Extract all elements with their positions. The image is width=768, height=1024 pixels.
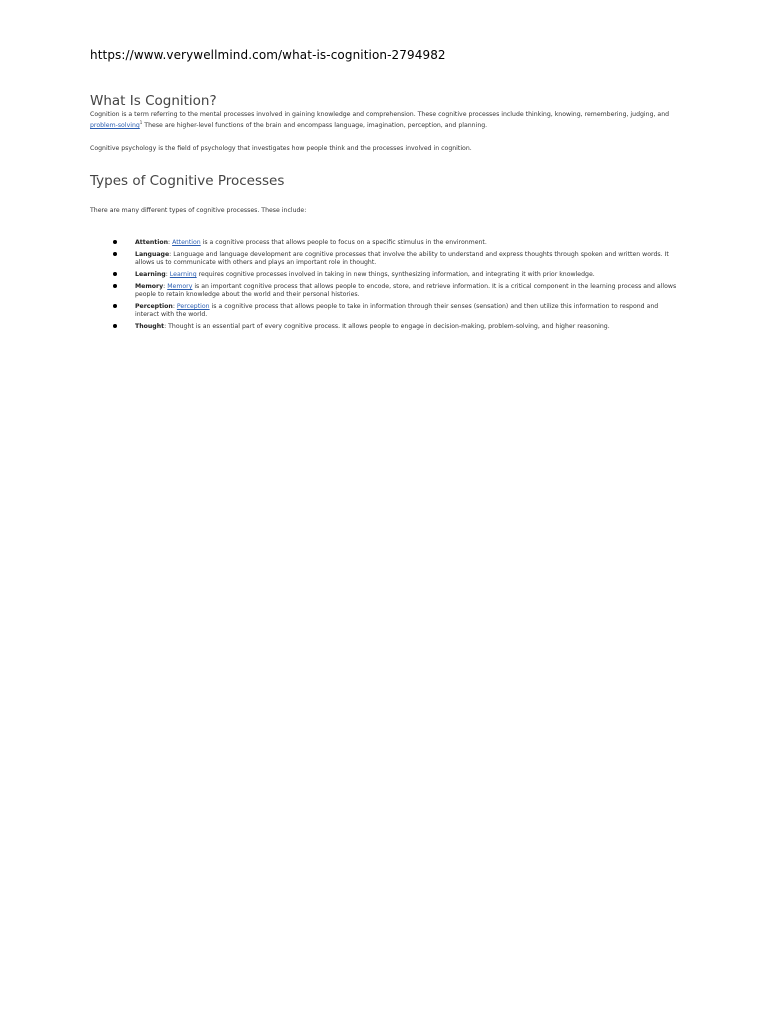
list-item-perception xyxy=(90,303,680,319)
list-item-learning xyxy=(90,271,680,279)
list-term: Thought xyxy=(135,323,165,331)
list-separator: : xyxy=(168,239,173,246)
list-separator: : xyxy=(165,271,170,279)
list-term: Perception xyxy=(135,303,173,311)
list-text: Thought is an essential part of every cognitive process. It allows people to engage in decision-making, problem-solving, and higher reasoning. xyxy=(168,323,610,331)
section-heading-what-is-cognition: What Is Cognition? xyxy=(90,93,217,109)
section-heading-types-of-cognitive-processes: Types of Cognitive Processes xyxy=(90,173,285,189)
memory-link[interactable]: Memory xyxy=(167,283,193,291)
cognitive-process-list xyxy=(90,239,680,336)
list-separator: : xyxy=(163,283,168,291)
list-text: is a cognitive process that allows people to take in information through their senses (sensation) and then utilize this information to respond and interact with the world. xyxy=(135,303,659,319)
learning-link[interactable]: Learning xyxy=(169,271,197,279)
bullet-icon xyxy=(113,324,117,328)
attention-link[interactable]: Attention xyxy=(172,239,201,246)
list-separator: : xyxy=(169,251,174,259)
list-item-thought xyxy=(90,323,680,331)
list-separator: : xyxy=(164,323,169,331)
list-text: is an important cognitive process that allows people to encode, store, and retrieve information. It is a critical component in the learning process and allows people to retain knowledge about the world and their personal histories. xyxy=(135,283,677,299)
list-text: Language and language development are cognitive processes that involve the ability to understand and express thoughts through spoken and written words. It allows us to communicate with others and plays an important role in thought. xyxy=(135,251,669,266)
types-lead-text: There are many different types of cognitive processes. These include: xyxy=(90,207,307,214)
bullet-icon xyxy=(113,252,117,256)
intro-paragraph xyxy=(90,111,670,130)
list-term: Learning xyxy=(135,271,166,279)
list-item-memory xyxy=(90,283,680,299)
intro-text-part2: These are higher-level functions of the brain and encompass language, imagination, perception, and planning. xyxy=(142,121,488,129)
source-url: https://www.verywellmind.com/what-is-cognition-2794982 xyxy=(90,48,446,62)
list-text: requires cognitive processes involved in taking in new things, synthesizing information, and integrating it with prior knowledge. xyxy=(196,271,595,279)
list-term: Language xyxy=(135,251,170,259)
list-term: Attention xyxy=(135,239,169,246)
bullet-icon xyxy=(113,304,117,308)
list-separator: : xyxy=(172,303,177,311)
list-item-language xyxy=(90,251,680,267)
problem-solving-link[interactable]: problem-solving xyxy=(90,121,140,129)
perception-link[interactable]: Perception xyxy=(176,303,210,311)
bullet-icon xyxy=(113,272,117,276)
bullet-icon xyxy=(113,284,117,288)
list-term: Memory xyxy=(135,283,164,291)
cognitive-psychology-paragraph: Cognitive psychology is the field of psychology that investigates how people think and the processes involved in cognition. xyxy=(90,145,472,152)
citation-marker[interactable]: 1 xyxy=(139,119,143,125)
bullet-icon xyxy=(113,240,117,244)
list-item-attention xyxy=(90,239,680,247)
list-text: is a cognitive process that allows people to focus on a specific stimulus in the environment. xyxy=(200,239,487,246)
intro-text-part1: Cognition is a term referring to the mental processes involved in gaining knowledge and comprehension. These cognitive processes include thinking, knowing, remembering, judging, and xyxy=(90,111,670,118)
